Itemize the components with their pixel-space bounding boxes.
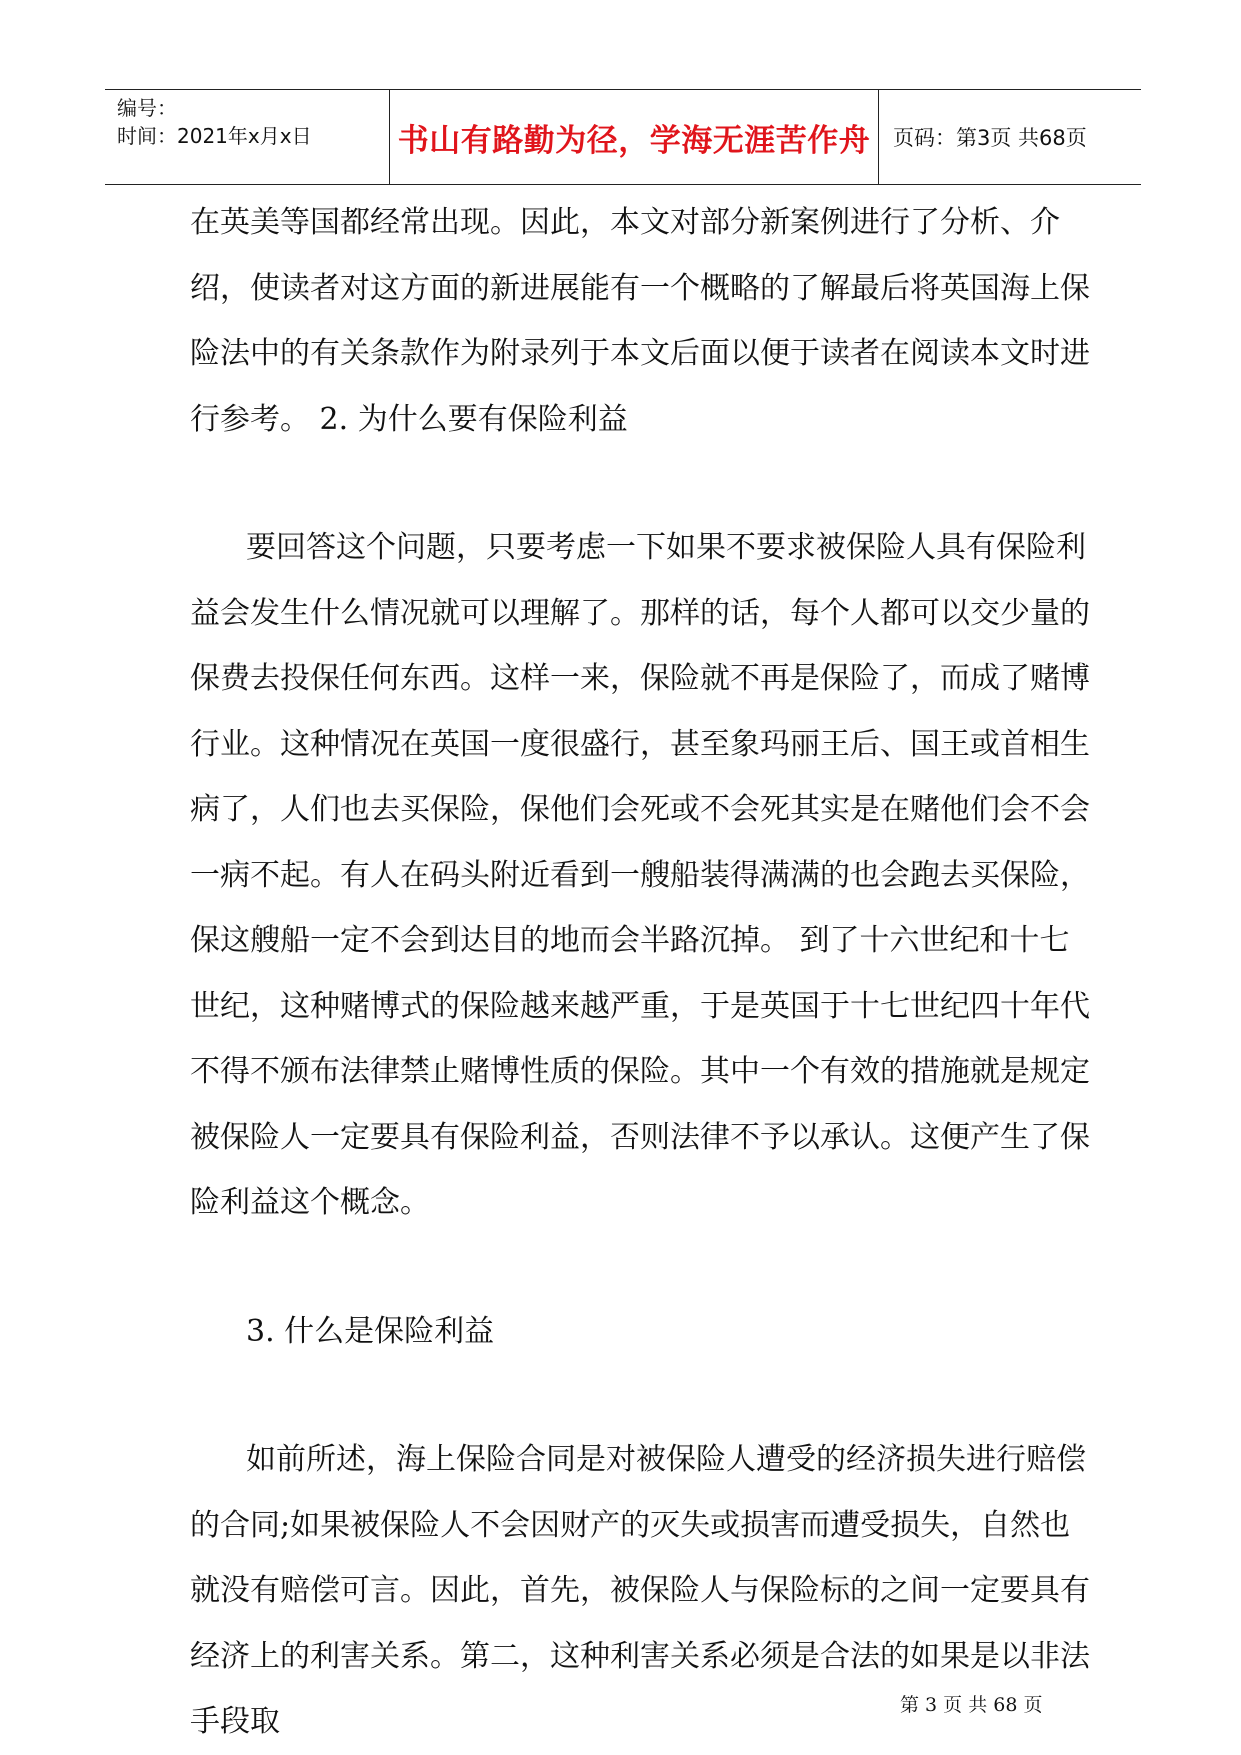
header-page-number: 页码：第3页 共68页 (893, 126, 1087, 150)
document-number-label: 编号： (117, 96, 177, 120)
header-motto: 书山有路勤为径，学海无涯苦作舟 (390, 90, 879, 184)
paragraph-1: 在英美等国都经常出现。因此，本文对部分新案例进行了分析、介绍，使读者对这方面的新进展能有一个概略的了解最后将英国海上保险法中的有关条款作为附录列于本文后面以便于读者在阅读本文时进行参考。 2. 为什么要有保险利益 (190, 205, 1090, 437)
section-heading-3: 3. 什么是保险利益 (246, 1313, 495, 1349)
page-header (105, 89, 1141, 185)
document-time-label: 时间：2021年x月x日 (117, 124, 312, 148)
paragraph-2: 要回答这个问题，只要考虑一下如果不要求被保险人具有保险利益会发生什么情况就可以理解了。那样的话，每个人都可以交少量的保费去投保任何东西。这样一来，保险就不再是保险了，而成了赌博行业。这种情况在英国一度很盛行，甚至象玛丽王后、国王或首相生病了，人们也去买保险，保他们会死或不会死其实是在赌他们会不会一病不起。有人在码头附近看到一艘船装得满满的也会跑去买保险，保这艘船一定不会到达目的地而会半路沉掉。 到了十六世纪和十七世纪，这种赌博式的保险越来越严重，于是英国于十七世纪四十年代不得不颁布法律禁止赌博性质的保险。其中一个有效的措施就是规定被保险人一定要具有保险利益，否则法律不予以承认。这便产生了保险利益这个概念。 (190, 530, 1090, 1220)
page-footer: 第 3 页 共 68 页 (900, 1694, 1043, 1716)
header-meta (105, 90, 390, 184)
paragraph-3: 如前所述，海上保险合同是对被保险人遭受的经济损失进行赔偿的合同;如果被保险人不会因财产的灭失或损害而遭受损失，自然也就没有赔偿可言。因此，首先，被保险人与保险标的之间一定要具有经济上的利害关系。第二，这种利害关系必须是合法的如果是以非法手段取 (190, 1442, 1090, 1739)
document-body (190, 190, 1090, 1755)
